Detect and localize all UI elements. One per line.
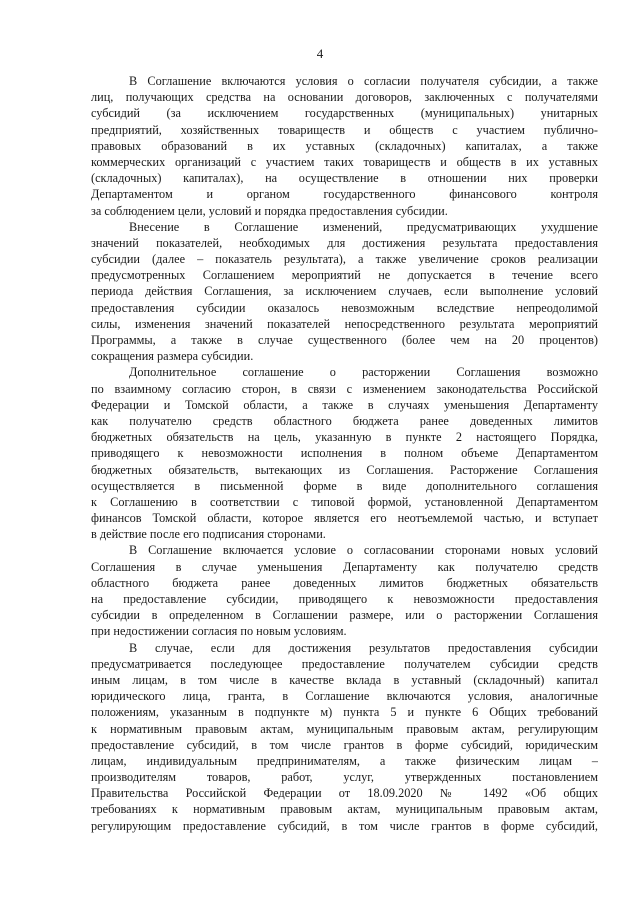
- paragraph-line: периода действия Соглашения, за исключением случаев, если выполнение условий: [91, 284, 598, 299]
- paragraph-line: юридического лица, гранта, в Соглашение включаются условия, аналогичные: [91, 689, 598, 704]
- paragraph-line: предоставление субсидий, в том числе грантов в форме субсидий, юридическим: [91, 737, 598, 752]
- paragraph-line: осуществляется в письменной форме в виде дополнительного соглашения: [91, 478, 598, 493]
- paragraph-line: правовых образований в их уставных (складочных) капиталах, а также: [91, 138, 598, 153]
- paragraph-line: Соглашения в случае уменьшения Департаменту как получателю средств: [91, 559, 598, 574]
- page-number: 4: [316, 46, 324, 61]
- paragraph-line: силы, изменения значений показателей непосредственного результата мероприятий: [91, 316, 598, 331]
- paragraph-line: сокращения размера субсидии.: [91, 349, 254, 364]
- paragraph-line: производителям товаров, работ, услуг, утвержденных постановлением: [91, 770, 598, 785]
- paragraph-line: Внесение в Соглашение изменений, предусматривающих ухудшение: [129, 219, 598, 234]
- paragraph-line: субсидии в определенном в Соглашении размере, или о расторжении Соглашения: [91, 608, 598, 623]
- paragraph-line: финансов Томской области, которое является его неотъемлемой частью, и вступает: [91, 511, 598, 526]
- paragraph-line: бюджетных обязательств, вытекающих из Соглашения. Расторжение Соглашения: [91, 462, 598, 477]
- paragraph-line: бюджетных обязательств на цель, указанную в пункте 2 настоящего Порядка,: [91, 430, 598, 445]
- paragraph-line: Департаментом и органом государственного финансового контроля: [91, 187, 598, 202]
- paragraph-line: требованиях к нормативным правовым актам, муниципальным правовым актам,: [91, 802, 598, 817]
- paragraph-line: коммерческих организаций с участием таких товариществ и обществ в их уставных: [91, 154, 598, 169]
- paragraph-line: лицам, индивидуальным предпринимателям, а также физическим лицам –: [91, 753, 598, 768]
- paragraph: [91, 219, 598, 365]
- paragraph-line: на предоставление субсидии, приводящего к невозможности предоставления: [91, 592, 598, 606]
- paragraph-line: предусмотренных Соглашением мероприятий не допускается в течение всего: [91, 268, 598, 283]
- paragraph-line: субсидии (далее – показатель результата), а также увеличение сроков реализации: [91, 252, 598, 267]
- paragraph-line: приводящего к невозможности исполнения в полном объеме Департаментом: [91, 446, 598, 461]
- paragraph-line: лиц, получающих средства на основании договоров, заключенных с получателями: [91, 90, 598, 105]
- paragraph-line: по взаимному согласию сторон, в связи с изменением законодательства Российской: [91, 381, 598, 396]
- paragraph: [91, 364, 598, 542]
- paragraph-line: за соблюдением цели, условий и порядка предоставления субсидии.: [91, 203, 448, 218]
- paragraph-line: регулирующим предоставление субсидий, в том числе грантов в форме субсидий,: [91, 818, 598, 833]
- paragraph-line: к нормативным правовым актам, муниципальным правовым актам, регулирующим: [91, 721, 598, 736]
- paragraph-line: субсидий (за исключением государственных (муниципальных) унитарных: [91, 106, 598, 121]
- paragraph-line: значений показателей, необходимых для достижения результата предоставления: [91, 235, 598, 250]
- paragraph-line: при недостижении согласия по новым условиям.: [91, 624, 347, 639]
- paragraph-line: иным лицам, в том числе в качестве вклада в уставный (складочный) капитал: [91, 672, 598, 687]
- paragraph-line: положениям, указанным в подпункте м) пункта 5 и пункте 6 Общих требований: [91, 705, 598, 720]
- paragraph-line: к Соглашению в соответствии с типовой формой, установленной Департаментом: [91, 494, 598, 509]
- paragraph-line: предприятий, хозяйственных товариществ и обществ с участием публично-: [91, 122, 598, 137]
- paragraph-line: Правительства Российской Федерации от 18.09.2020 № 1492 «Об общих: [91, 786, 598, 801]
- paragraph-line: Программы, а также в случае существенного (более чем на 20 процентов): [91, 333, 598, 347]
- paragraph-line: в действие после его подписания сторонами.: [91, 527, 326, 542]
- paragraph-line: В Соглашение включается условие о согласовании сторонами новых условий: [129, 543, 598, 558]
- paragraph-line: предоставления субсидии оказалось невозможным вследствие непреодолимой: [91, 300, 598, 315]
- paragraph-line: В случае, если для достижения результатов предоставления субсидии: [129, 640, 598, 655]
- paragraph: [91, 640, 598, 834]
- paragraph: [91, 73, 598, 219]
- paragraph-line: (складочных) капиталах), на осуществление в отношении них проверки: [91, 171, 598, 186]
- document-body: [91, 73, 598, 834]
- paragraph-line: Федерации и Томской области, а также в случаях уменьшения Департаменту: [91, 397, 598, 412]
- paragraph-line: предусматривается последующее предоставление получателем субсидии средств: [91, 656, 598, 671]
- paragraph-line: областного бюджета ранее доведенных лимитов бюджетных обязательств: [91, 575, 598, 590]
- paragraph-line: как получателю средств областного бюджета ранее доведенных лимитов: [91, 413, 598, 428]
- paragraph-line: Дополнительное соглашение о расторжении Соглашения возможно: [129, 365, 598, 380]
- paragraph: [91, 542, 598, 639]
- paragraph-line: В Соглашение включаются условия о согласии получателя субсидии, а также: [129, 74, 598, 88]
